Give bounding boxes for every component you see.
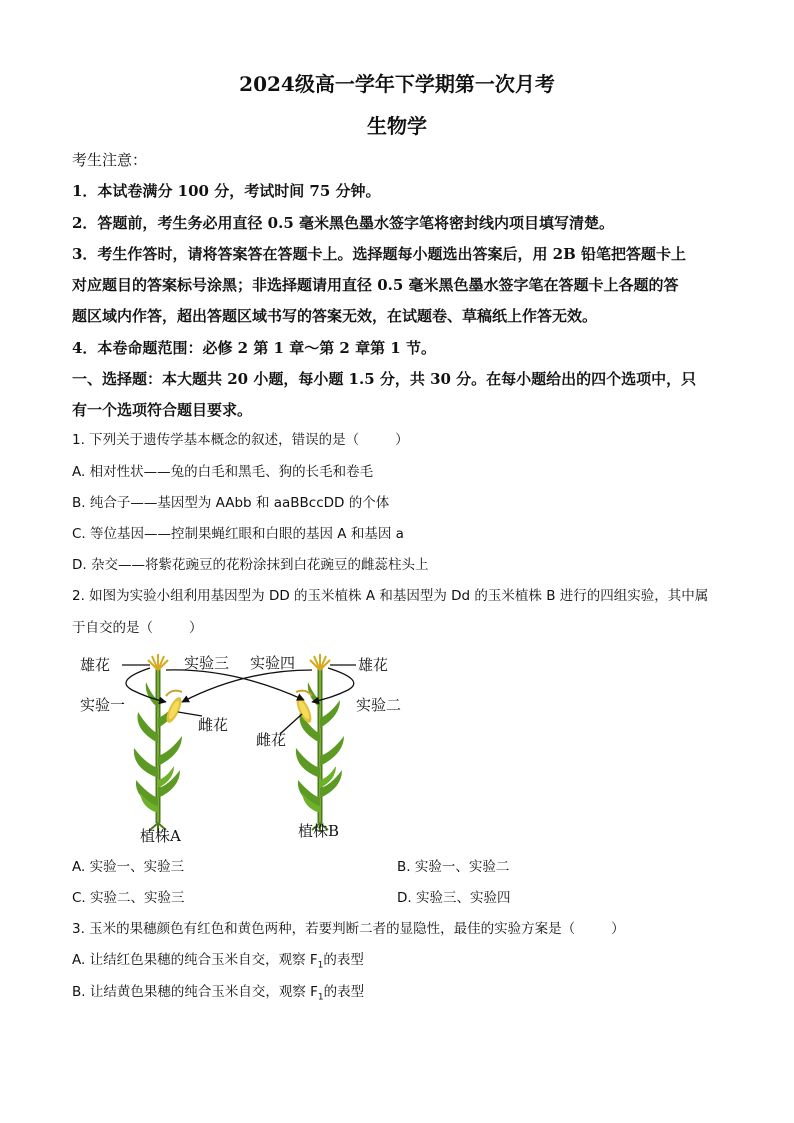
question-3-paren-close: ）	[611, 921, 625, 937]
question-2-option-b: B. 实验一、实验二	[397, 859, 510, 875]
label-female-flower-b: 雌花	[256, 731, 287, 749]
label-male-flower-a: 雄花	[80, 656, 111, 674]
notice-item-4: 4．本卷命题范围：必修 2 第 1 章～第 2 章第 1 节。	[72, 339, 436, 357]
label-experiment-4: 实验四	[250, 654, 296, 672]
notice-item-3-cont-2: 题区域内作答，超出答题区域书写的答案无效，在试题卷、草稿纸上作答无效。	[72, 307, 598, 325]
question-2-stem-line1: 2. 如图为实验小组利用基因型为 DD 的玉米植株 A 和基因型为 Dd 的玉米植株 B 进行的四组实验，其中属	[72, 588, 709, 604]
question-1-option-b: B. 纯合子——基因型为 AAbb 和 aaBBccDD 的个体	[72, 495, 390, 511]
label-female-flower-a: 雌花	[198, 716, 229, 734]
question-2-paren-close: ）	[189, 620, 203, 636]
question-3-option-b-subscript: 1	[317, 992, 324, 1003]
question-3-option-a-text: A. 让结红色果穗的纯合玉米自交，观察 F	[72, 952, 318, 968]
corn-plant-b-illustration	[294, 654, 344, 832]
section-heading-line2: 有一个选项符合题目要求。	[72, 401, 253, 419]
question-2-option-d: D. 实验三、实验四	[397, 890, 511, 906]
question-2-stem-text: 于自交的是（	[72, 620, 153, 636]
question-1-stem-text: 1. 下列关于遗传学基本概念的叙述，错误的是（	[72, 432, 360, 448]
notice-heading: 考生注意：	[72, 151, 148, 169]
question-2-stem-line2	[72, 618, 722, 638]
question-1-stem	[72, 430, 722, 450]
label-male-flower-b: 雄花	[358, 656, 389, 674]
question-1-option-d: D. 杂交——将紫花豌豆的花粉涂抹到白花豌豆的雌蕊柱头上	[72, 557, 429, 573]
question-3-option-a	[72, 950, 722, 976]
question-3-option-b-text: B. 让结黄色果穗的纯合玉米自交，观察 F	[72, 984, 318, 1000]
exam-subject: 生物学	[367, 114, 427, 138]
question-2-option-a: A. 实验一、实验三	[72, 859, 185, 875]
label-plant-b: 植株B	[298, 822, 340, 840]
exam-title: 2024级高一学年下学期第一次月考	[239, 72, 555, 96]
question-3-option-a-subscript: 1	[317, 960, 324, 971]
notice-item-3-cont-1: 对应题目的答案标号涂黑；非选择题请用直径 0.5 毫米黑色墨水签字笔在答题卡上各题的答	[72, 276, 679, 294]
question-1-paren-close: ）	[395, 432, 409, 448]
notice-item-2: 2．答题前，考生务必用直径 0.5 毫米黑色墨水签字笔将密封线内项目填写清楚。	[72, 214, 614, 232]
label-plant-a: 植株A	[140, 827, 181, 845]
label-experiment-1: 实验一	[80, 696, 126, 714]
section-heading-line1: 一、选择题：本大题共 20 小题，每小题 1.5 分，共 30 分。在每小题给出的四个选项中，只	[72, 370, 697, 388]
question-3-option-a-tail: 的表型	[323, 952, 364, 968]
label-experiment-3: 实验三	[184, 654, 230, 672]
question-3-option-b	[72, 982, 722, 1008]
question-3-stem	[72, 919, 722, 939]
notice-item-3: 3．考生作答时，请将答案答在答题卡上。选择题每小题选出答案后，用 2B 铅笔把答题卡上	[72, 245, 687, 263]
corn-plant-a-illustration	[134, 654, 185, 832]
question-3-option-b-tail: 的表型	[323, 984, 365, 1000]
corn-experiment-figure	[74, 648, 414, 848]
notice-item-1: 1．本试卷满分 100 分，考试时间 75 分钟。	[72, 182, 381, 200]
label-experiment-2: 实验二	[356, 696, 402, 714]
question-1-option-c: C. 等位基因——控制果蝇红眼和白眼的基因 A 和基因 a	[72, 526, 404, 542]
question-1-option-a: A. 相对性状——兔的白毛和黑毛、狗的长毛和卷毛	[72, 464, 374, 480]
question-3-stem-text: 3. 玉米的果穗颜色有红色和黄色两种，若要判断二者的显隐性，最佳的实验方案是（	[72, 921, 576, 937]
question-2-option-c: C. 实验二、实验三	[72, 890, 185, 906]
